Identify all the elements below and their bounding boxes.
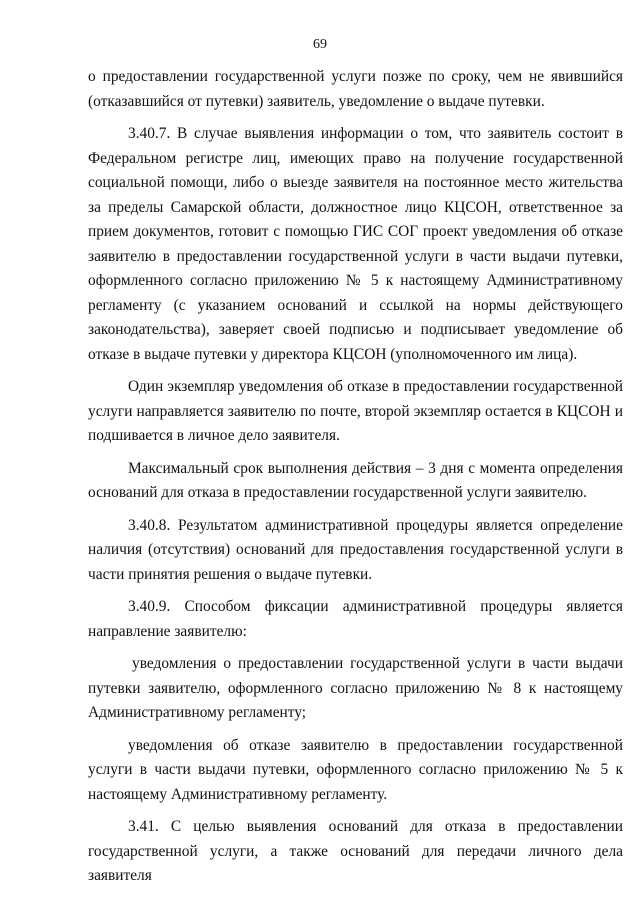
paragraph-3-40-8: 3.40.8. Результатом административной процедуры является определение наличия (отсутствия) оснований для предоставления государственной услуги в части принятия решения о выдаче путевки. — [88, 516, 623, 583]
page-number: 69 — [313, 37, 327, 52]
paragraph-notice-refusal: уведомления об отказе заявителю в предоставлении государственной услуги в части выдачи путевки, оформленного согласно приложению № 5 к настоящему Административному регламенту. — [88, 736, 623, 803]
paragraph-3-41: 3.41. С целью выявления оснований для отказа в предоставлении государственной услуги, а также оснований для передачи личного дела заявителя — [88, 818, 623, 884]
document-body — [88, 65, 623, 897]
paragraph-3-40-9: 3.40.9. Способом фиксации административной процедуры является направление заявителю: — [88, 598, 623, 640]
paragraph-notice-granted: уведомления о предоставлении государственной услуги в части выдачи путевки заявителю, оформленного согласно приложению № 8 к настоящему Административному регламенту; — [88, 655, 623, 721]
paragraph-3-40-7: 3.40.7. В случае выявления информации о том, что заявитель состоит в Федеральном регистре лиц, имеющих право на получение государственной социальной помощи, либо о выезде заявителя на постоянное место жительства за пределы Самарской области, должностное лицо КЦСОН, ответственное за прием документов, готовит с помощью ГИС СОГ проект уведомления об отказе заявителю в предоставлении государственной услуги в части выдачи путевки, оформленного согласно приложению № 5 к настоящему Административному регламенту (с указанием оснований и ссылкой на нормы действующего законодательства), заверяет своей подписью и подписывает уведомление об отказе в выдаче путевки у директора КЦСОН (уполномоченного им лица). — [88, 125, 623, 363]
paragraph-continuation: о предоставлении государственной услуги позже по сроку, чем не явившийся (отказавшийся от путевки) заявитель, уведомление о выдаче путевки. — [88, 68, 623, 110]
paragraph-max-term: Максимальный срок выполнения действия – 3 дня с момента определения оснований для отказа в предоставлении государственной услуги заявителю. — [88, 459, 623, 501]
paragraph-copy-sent: Один экземпляр уведомления об отказе в предоставлении государственной услуги направляется заявителю по почте, второй экземпляр остается в КЦСОН и подшивается в личное дело заявителя. — [88, 378, 623, 444]
